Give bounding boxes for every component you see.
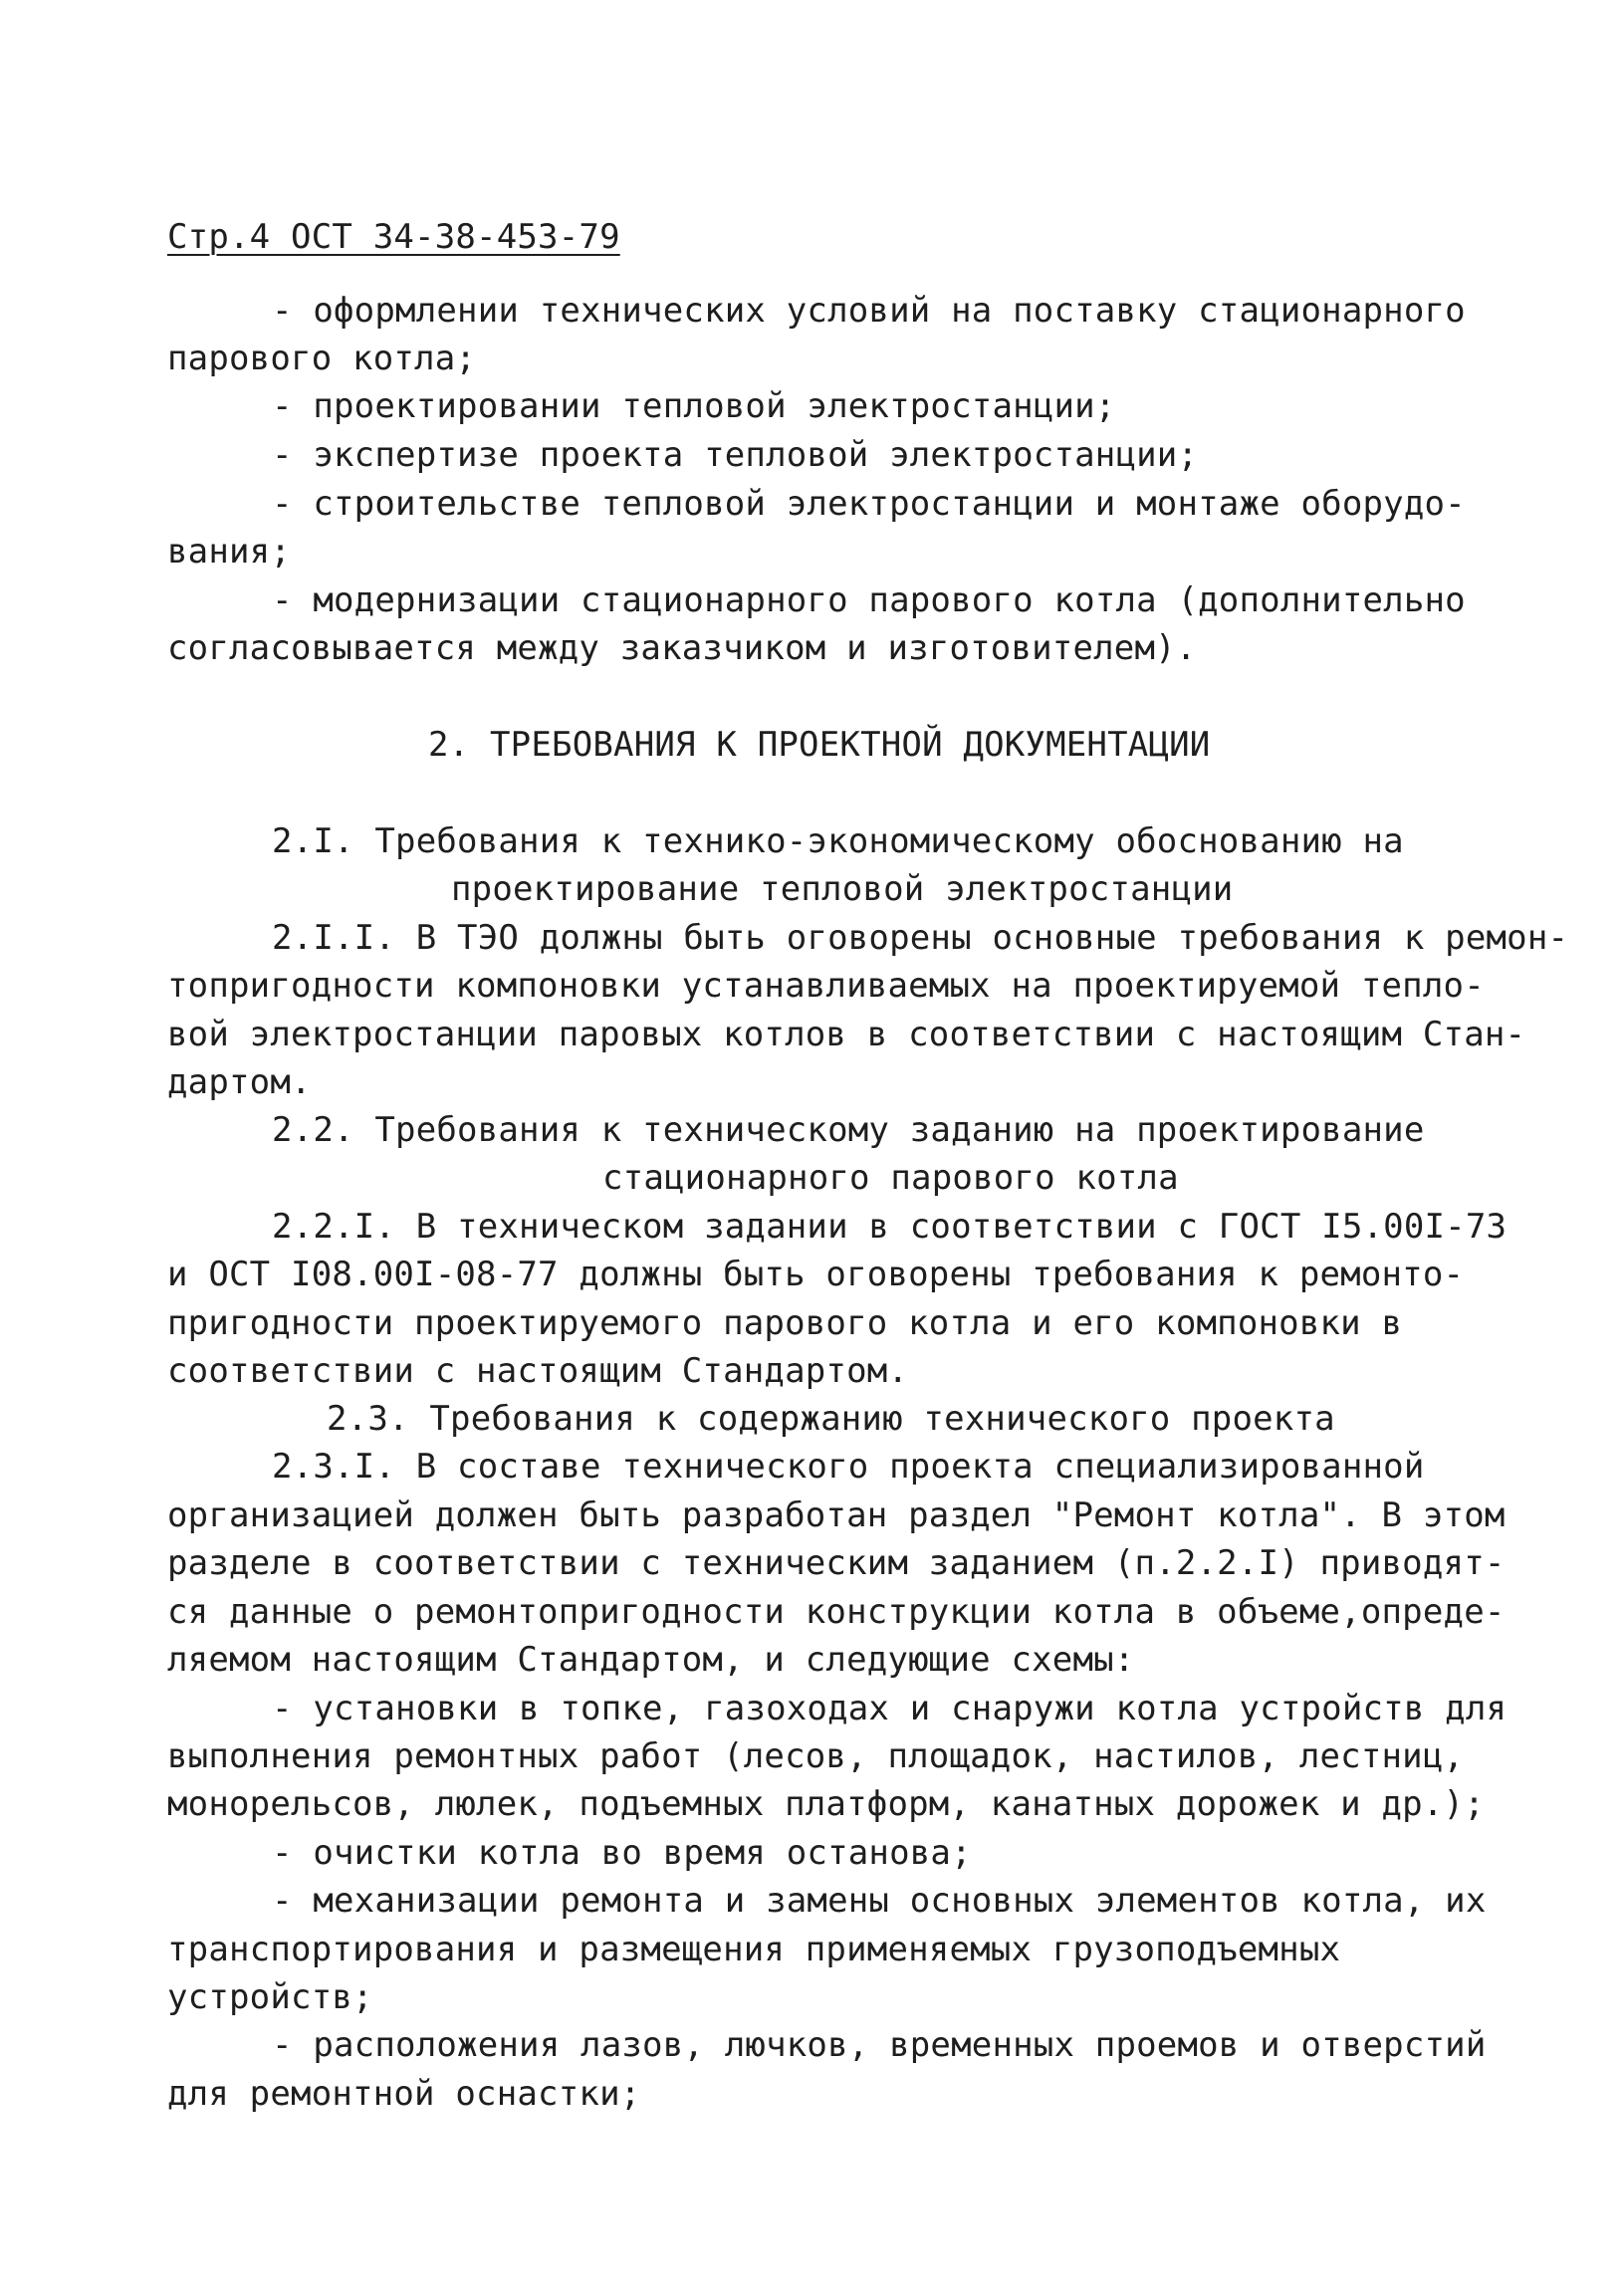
subsection-heading: проектирование тепловой электростанции: [451, 869, 1234, 909]
page-header: Стр.4 ОСТ 34-38-453-79: [167, 217, 620, 257]
text-line: ляемом настоящим Стандартом, и следующие схемы:: [167, 1640, 1135, 1680]
subsection-heading: 2.I. Требования к технико-экономическому обоснованию на: [272, 821, 1404, 861]
text-line: монорельсов, люлек, подъемных платформ, канатных дорожек и др.);: [167, 1784, 1485, 1824]
subsection-heading: 2.3. Требования к содержанию технического проекта: [327, 1399, 1335, 1439]
text-line: выполнения ремонтных работ (лесов, площадок, настилов, лестниц,: [167, 1736, 1465, 1776]
text-line: 2.2.I. В техническом задании в соответствии с ГОСТ I5.00I-73: [272, 1207, 1508, 1247]
text-line: и ОСТ I08.00I-08-77 должны быть оговорены требования к ремонто-: [167, 1255, 1465, 1294]
text-line: разделе в соответствии с техническим заданием (п.2.2.I) приводят-: [167, 1543, 1506, 1583]
text-line: согласовывается между заказчиком и изготовителем).: [167, 628, 1197, 668]
text-line: 2.I.I. В ТЭО должны быть оговорены основные требования к ремон-: [272, 918, 1569, 958]
subsection-heading: 2.2. Требования к техническому заданию на проектирование: [272, 1110, 1425, 1150]
text-line: дартом.: [167, 1062, 312, 1102]
subsection-heading: стационарного парового котла: [602, 1158, 1179, 1198]
text-line: парового котла;: [167, 339, 477, 378]
text-line: 2.3.I. В составе технического проекта специализированной: [272, 1447, 1425, 1487]
text-line: - оформлении технических условий на поставку стационарного: [272, 291, 1466, 331]
text-line: - проектировании тепловой электростанции;: [272, 386, 1116, 426]
text-line: - экспертизе проекта тепловой электростанции;: [272, 435, 1199, 475]
text-line: вой электростанции паровых котлов в соответствии с настоящим Стан-: [167, 1015, 1526, 1054]
text-line: вания;: [167, 532, 292, 572]
text-line: - очистки котла во время останова;: [272, 1833, 972, 1873]
text-line: пригодности проектируемого парового котла и его компоновки в: [167, 1303, 1403, 1343]
text-line: - установки в топке, газоходах и снаружи котла устройств для: [272, 1689, 1508, 1728]
text-line: транспортирования и размещения применяемых грузоподъемных: [167, 1930, 1341, 1969]
text-line: соответствии с настоящим Стандартом.: [167, 1351, 909, 1391]
text-line: - механизации ремонта и замены основных элементов котла, их: [272, 1881, 1487, 1921]
text-line: - модернизации стационарного парового котла (дополнительно: [272, 580, 1466, 620]
text-line: - строительстве тепловой электростанции и монтаже оборудо-: [272, 484, 1466, 524]
text-line: - расположения лазов, лючков, временных проемов и отверстий: [272, 2025, 1487, 2065]
text-line: для ремонтной оснастки;: [167, 2074, 641, 2114]
text-line: ся данные о ремонтопригодности конструкции котла в объеме,опреде-: [167, 1592, 1506, 1632]
text-line: устройств;: [167, 1977, 373, 2017]
section-heading: 2. ТРЕБОВАНИЯ К ПРОЕКТНОЙ ДОКУМЕНТАЦИИ: [428, 725, 1211, 765]
text-line: организацией должен быть разработан раздел "Ремонт котла". В этом: [167, 1495, 1506, 1535]
text-line: топригодности компоновки устанавливаемых на проектируемой тепло-: [167, 966, 1485, 1006]
